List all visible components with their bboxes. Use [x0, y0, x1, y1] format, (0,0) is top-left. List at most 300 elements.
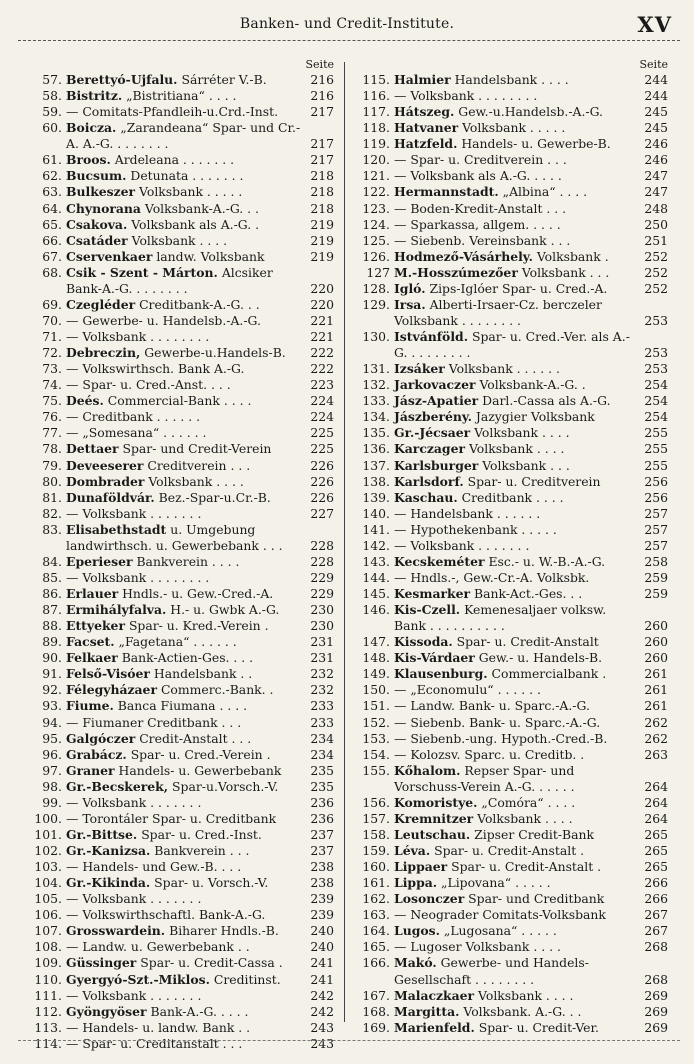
entry-place: Hermannstadt. — [394, 184, 499, 200]
entry-page: 222 — [310, 345, 334, 361]
entry-number: 134. — [362, 409, 390, 425]
entry-number: 150. — [362, 682, 390, 698]
entry-place: Facset. — [66, 634, 115, 650]
entry-place: Berettyó-Ujfalu. — [66, 72, 178, 87]
index-entry — [354, 233, 668, 249]
entry-page: 245 — [644, 120, 668, 136]
entry-number: 61. — [42, 152, 62, 168]
entry-text — [66, 345, 304, 361]
entry-page: 266 — [644, 891, 668, 907]
entry-page: 248 — [644, 200, 668, 216]
entry-number: 93. — [42, 698, 62, 714]
entry-number: 84. — [42, 553, 62, 569]
entry-number: 74. — [42, 377, 62, 393]
entry-number: 77. — [42, 425, 62, 441]
entry-description: Spar- und Creditbank — [468, 891, 605, 907]
entry-number: 99. — [42, 794, 62, 810]
entry-description: Spar- u. Vorsch.-V. — [154, 875, 269, 891]
entry-page: 217 — [310, 152, 334, 168]
index-entry — [354, 650, 668, 666]
entry-number: 111. — [34, 987, 62, 1003]
entry-text — [394, 859, 638, 875]
index-entry — [354, 377, 668, 393]
entry-text — [66, 458, 304, 474]
index-entry — [30, 827, 334, 843]
entry-number: 69. — [42, 296, 62, 312]
entry-text — [394, 1020, 638, 1036]
entry-text — [66, 811, 304, 827]
entry-place: Kaschau. — [394, 489, 458, 505]
entry-page: 250 — [644, 216, 668, 232]
entry-text — [66, 602, 304, 618]
entry-place: Kis-Czell. — [394, 602, 461, 618]
index-entry — [30, 120, 334, 152]
entry-place: Deés. — [66, 393, 104, 409]
entry-text — [66, 441, 304, 457]
entry-text — [66, 795, 304, 811]
entry-page: 257 — [644, 521, 668, 537]
entry-place: Hodmező-Vásárhely. — [394, 248, 533, 264]
entry-text — [394, 136, 638, 152]
entry-text — [66, 618, 304, 634]
entry-description: — Gewerbe- u. Handelsb.-A.-G. — [66, 312, 261, 328]
entry-description: Esc.- u. W.-B.-A.-G. — [488, 553, 606, 569]
entry-page: 239 — [310, 891, 334, 907]
page-header — [0, 0, 694, 42]
entry-description: — Hypothekenbank . . . . . — [394, 521, 557, 537]
index-entry — [354, 586, 668, 602]
entry-description: Detunata . . . . . . . — [130, 168, 244, 184]
entry-description: Bez.-Spar-u.Cr.-B. — [158, 489, 271, 505]
entry-text — [394, 939, 638, 955]
entry-text — [66, 972, 304, 988]
entry-page: 256 — [644, 489, 668, 505]
entry-place: Izsáker — [394, 361, 445, 377]
entry-text — [394, 715, 638, 731]
index-entry — [354, 955, 668, 987]
entry-text — [394, 795, 638, 811]
entry-text — [66, 377, 304, 393]
index-entry — [30, 458, 334, 474]
index-entry — [30, 586, 334, 602]
index-entry — [30, 1004, 334, 1020]
entry-text — [394, 393, 638, 409]
entry-description: Volksbank . . . . — [478, 987, 574, 1003]
entry-text — [66, 779, 304, 795]
entry-text — [394, 233, 638, 249]
entry-page: 245 — [644, 104, 668, 120]
entry-place: Félegyházaer — [66, 682, 157, 698]
entry-description: Alcsiker Bank-A.-G. . . . . . . . — [66, 264, 273, 296]
entry-description: — „Economulu“ . . . . . . — [394, 682, 541, 698]
entry-page: 269 — [644, 987, 668, 1003]
index-entry — [354, 827, 668, 843]
entry-description: „Lugosana“ . . . . . — [443, 923, 557, 939]
entry-page: 228 — [310, 553, 334, 569]
entry-description: — Torontáler Spar- u. Creditbank — [66, 810, 277, 826]
entry-page: 264 — [644, 810, 668, 826]
entry-number: 107. — [34, 923, 62, 939]
index-entry — [30, 715, 334, 731]
entry-page: 229 — [310, 569, 334, 585]
entry-text — [66, 907, 304, 923]
entry-number: 112. — [34, 1003, 62, 1019]
entry-number: 164. — [362, 923, 390, 939]
entry-page: 237 — [310, 826, 334, 842]
entry-page: 218 — [310, 184, 334, 200]
entry-page: 224 — [310, 393, 334, 409]
entry-number: 114. — [34, 1035, 62, 1051]
index-entry — [354, 795, 668, 811]
entry-page: 269 — [644, 1019, 668, 1035]
entry-place: Lippaer — [394, 859, 448, 875]
entry-description: Ardeleana . . . . . . . — [114, 152, 235, 168]
entry-page: 252 — [644, 280, 668, 296]
index-entry — [354, 474, 668, 490]
index-entry — [354, 988, 668, 1004]
entry-place: Lippa. — [394, 875, 438, 891]
entry-page: 251 — [644, 232, 668, 248]
entry-number: 57. — [42, 72, 62, 87]
entry-number: 167. — [362, 987, 390, 1003]
entry-number: 131. — [362, 361, 390, 377]
entry-page: 217 — [310, 136, 334, 152]
entry-text — [66, 923, 304, 939]
entry-place: Ettyeker — [66, 618, 125, 634]
entry-text — [394, 425, 638, 441]
entry-description: — Comitats-Pfandleih-u.Crd.-Inst. — [66, 104, 279, 120]
entry-text — [394, 1004, 638, 1020]
entry-text — [66, 570, 304, 586]
entry-number: 159. — [362, 843, 390, 858]
entry-description: Volksbank . . . . — [148, 473, 244, 489]
entry-number: 106. — [34, 907, 62, 923]
entry-page: 234 — [310, 746, 334, 762]
entry-page: 241 — [310, 955, 334, 971]
entry-page: 264 — [644, 794, 668, 810]
entry-place: Bucsum. — [66, 168, 127, 184]
entry-number: 132. — [362, 377, 390, 393]
entry-description: — Neograder Comitats-Volksbank — [394, 907, 606, 923]
entry-description: H.- u. Gwbk A.-G. — [170, 602, 280, 618]
entry-number: 67. — [42, 248, 62, 264]
column-divider — [344, 62, 345, 1022]
entry-page: 268 — [644, 939, 668, 955]
index-entry — [30, 474, 334, 490]
entry-number: 116. — [362, 88, 390, 104]
entry-number: 133. — [362, 393, 390, 409]
entry-text — [66, 843, 304, 859]
entry-description: Volksbank . . . . — [131, 232, 228, 248]
entry-text — [66, 939, 304, 955]
entry-page: 253 — [644, 361, 668, 377]
entry-number: 135. — [362, 425, 390, 441]
entry-text — [394, 586, 638, 602]
index-entry — [354, 1004, 668, 1020]
index-entry — [354, 891, 668, 907]
entry-description: — Handelsbank . . . . . . — [394, 505, 541, 521]
entry-description: Spar- und Credit-Verein — [122, 441, 272, 457]
entry-number: 62. — [42, 168, 62, 184]
entry-text — [66, 715, 304, 731]
entry-text — [394, 891, 638, 907]
index-entry — [354, 152, 668, 168]
index-entry — [354, 265, 668, 281]
entry-page: 231 — [310, 650, 334, 666]
index-entry — [354, 506, 668, 522]
entry-description: Volksbank als A.-G. . — [131, 216, 260, 232]
entry-place: Léva. — [394, 843, 431, 858]
entry-place: Kis-Várdaer — [394, 650, 475, 666]
entry-text — [394, 152, 638, 168]
entry-number: 119. — [362, 136, 390, 152]
index-entry — [354, 859, 668, 875]
index-entry — [30, 682, 334, 698]
index-entry — [30, 972, 334, 988]
entry-description: Bank-A.-G. . . . . — [150, 1003, 249, 1019]
entry-place: Güssinger — [66, 955, 137, 971]
entry-page: 246 — [644, 136, 668, 152]
index-entry — [354, 297, 668, 329]
entry-place: Broos. — [66, 152, 111, 168]
entry-place: Igló. — [394, 280, 426, 296]
entry-page: 224 — [310, 409, 334, 425]
entry-place: Dombrader — [66, 473, 145, 489]
page-title: Banken- und Credit-Institute. — [239, 16, 455, 32]
entry-page: 234 — [310, 730, 334, 746]
entry-number: 80. — [42, 473, 62, 489]
index-entry — [30, 779, 334, 795]
entry-number: 58. — [42, 88, 62, 104]
entry-description: Volksbank . . . . . — [462, 120, 566, 136]
entry-text — [394, 682, 638, 698]
entry-page: 237 — [310, 843, 334, 858]
entry-number: 92. — [42, 682, 62, 698]
entry-text — [66, 233, 304, 249]
entry-place: Gr.-Kanizsa. — [66, 843, 151, 858]
entry-description: Spar- u. Credit-Anstalt . — [434, 843, 585, 858]
entry-page: 226 — [310, 457, 334, 473]
entry-number: 63. — [42, 184, 62, 200]
entry-description: — Spar- u. Creditverein . . . — [394, 152, 567, 168]
entry-page: 233 — [310, 714, 334, 730]
entry-text — [66, 265, 304, 297]
index-entry — [30, 72, 334, 88]
entry-description: Jazygier Volksbank — [475, 409, 595, 425]
index-entry — [30, 233, 334, 249]
entry-text — [394, 377, 638, 393]
entry-page: 226 — [310, 489, 334, 505]
entry-number: 149. — [362, 666, 390, 682]
entry-place: Leutschau. — [394, 826, 471, 842]
entry-description: Kemenesaljaer volksw. Bank . . . . . . . . . . — [394, 602, 607, 634]
entry-number: 122. — [362, 184, 390, 200]
entry-text — [394, 88, 638, 104]
entry-page: 236 — [310, 794, 334, 810]
left-column — [30, 58, 334, 1052]
index-entry — [354, 939, 668, 955]
index-entry — [354, 715, 668, 731]
entry-text — [394, 409, 638, 425]
entry-number: 156. — [362, 794, 390, 810]
index-entry — [30, 377, 334, 393]
entry-description: — Volksbank . . . . . . . — [394, 537, 530, 553]
entry-place: Debreczin, — [66, 345, 141, 361]
index-entry — [354, 570, 668, 586]
entry-text — [66, 1020, 304, 1036]
entry-text — [394, 827, 638, 843]
index-entry — [354, 409, 668, 425]
entry-place: Marienfeld. — [394, 1019, 475, 1035]
entry-text — [394, 441, 638, 457]
entry-page: 247 — [644, 168, 668, 184]
entry-page: 220 — [310, 296, 334, 312]
entry-place: Komoristye. — [394, 794, 478, 810]
entry-description: Spar- u. Credit-Anstalt . — [451, 859, 602, 875]
index-entry — [30, 891, 334, 907]
index-entry — [30, 939, 334, 955]
entry-text — [394, 747, 638, 763]
entry-place: Gr.-Kikinda. — [66, 875, 151, 891]
entry-description: — Volksbank . . . . . . . — [66, 794, 202, 810]
entry-description: „Comóra“ . . . . — [481, 794, 576, 810]
entry-description: Handelsbank . . — [153, 666, 253, 682]
entry-description: Creditverein . . . — [147, 457, 251, 473]
index-entry — [30, 634, 334, 650]
index-entry — [30, 795, 334, 811]
page-number: XV — [637, 12, 672, 37]
entry-place: Hatvaner — [394, 120, 459, 136]
index-entry — [30, 249, 334, 265]
entry-place: Elisabethstadt — [66, 521, 167, 537]
entry-place: Losonczer — [394, 891, 465, 907]
entry-number: 85. — [42, 569, 62, 585]
entry-text — [394, 554, 638, 570]
entry-description: Commercial-Bank . . . . — [107, 393, 252, 409]
entry-place: Kremnitzer — [394, 810, 474, 826]
entry-description: — Lugoser Volksbank . . . . — [394, 939, 561, 955]
entry-description: Spar- u. Credit-Cassa . — [140, 955, 283, 971]
entry-text — [394, 602, 638, 634]
entry-number: 140. — [362, 505, 390, 521]
entry-place: Grosswardein. — [66, 923, 166, 939]
entry-description: — Siebenb.-ung. Hypoth.-Cred.-B. — [394, 730, 608, 746]
index-entry — [354, 201, 668, 217]
entry-text — [394, 522, 638, 538]
entry-text — [66, 490, 304, 506]
index-entry — [30, 490, 334, 506]
entry-page: 216 — [310, 72, 334, 87]
entry-number: 113. — [34, 1019, 62, 1035]
index-entry — [354, 923, 668, 939]
entry-number: 75. — [42, 393, 62, 409]
entry-text — [66, 184, 304, 200]
entry-page: 221 — [310, 329, 334, 344]
entry-page: 264 — [644, 778, 668, 794]
index-entry — [30, 955, 334, 971]
entry-number: 72. — [42, 345, 62, 361]
entry-description: — Landw. Bank- u. Sparc.-A.-G. — [394, 698, 590, 714]
entry-text — [66, 827, 304, 843]
entry-page: 253 — [644, 312, 668, 328]
entry-description: Zipser Credit-Bank — [474, 826, 595, 842]
entry-place: Fiume. — [66, 698, 114, 714]
entry-description: „Bistritiana“ . . . . — [126, 88, 237, 104]
entry-page: 236 — [310, 810, 334, 826]
index-entry — [354, 217, 668, 233]
entry-place: Hatzfeld. — [394, 136, 458, 152]
entry-description: — „Somesana“ . . . . . . — [66, 425, 207, 441]
entry-number: 144. — [362, 569, 390, 585]
entry-description: Gewerbe- und Handels-Gesellschaft . . . . . . . . — [394, 955, 589, 987]
index-entry — [30, 152, 334, 168]
entry-place: Hátszeg. — [394, 104, 455, 120]
entry-page: 267 — [644, 907, 668, 923]
entry-place: Istvánföld. — [394, 329, 469, 344]
entry-place: Kecskeméter — [394, 553, 485, 569]
entry-description: — Volksbank . . . . . . . . — [394, 88, 538, 104]
entry-text — [66, 522, 304, 554]
entry-description: Volksbank . — [536, 248, 609, 264]
entry-description: Spar- u. Cred.-Verein . — [130, 746, 271, 762]
entry-text — [66, 474, 304, 490]
entry-number: 97. — [42, 762, 62, 778]
entry-description: Gew.- u. Handels-B. — [478, 650, 603, 666]
entry-text — [66, 554, 304, 570]
entry-place: Karlsdorf. — [394, 473, 464, 489]
index-entry — [354, 666, 668, 682]
entry-text — [66, 650, 304, 666]
entry-description: Spar- u. Cred.-Ver. als A.-G. . . . . . . . . — [394, 329, 630, 361]
index-entry — [354, 763, 668, 795]
entry-text — [394, 168, 638, 184]
entry-place: Eperieser — [66, 553, 133, 569]
entry-place: Kőhalom. — [394, 762, 461, 778]
entry-page: 231 — [310, 634, 334, 650]
entry-text — [394, 458, 638, 474]
index-entry — [354, 329, 668, 361]
entry-place: Malaczkaer — [394, 987, 475, 1003]
entry-text — [66, 1004, 304, 1020]
entry-description: Handels- u. Gewerbebank — [118, 762, 282, 778]
index-entry — [30, 265, 334, 297]
entry-text — [66, 682, 304, 698]
entry-description: — Volkswirthsch. Bank A.-G. — [66, 361, 245, 377]
entry-text — [66, 72, 304, 88]
entry-page: 228 — [310, 537, 334, 553]
entry-text — [66, 891, 304, 907]
entry-page: 262 — [644, 714, 668, 730]
entry-description: — Siebenb. Bank- u. Sparc.-A.-G. — [394, 714, 601, 730]
entry-number: 143. — [362, 553, 390, 569]
left-entry-list — [30, 72, 334, 1052]
entry-number: 88. — [42, 618, 62, 634]
index-entry — [30, 345, 334, 361]
entry-number: 145. — [362, 586, 390, 601]
entry-page: 265 — [644, 843, 668, 858]
entry-text — [66, 731, 304, 747]
entry-place: Margitta. — [394, 1003, 460, 1019]
index-entry — [354, 72, 668, 88]
entry-text — [66, 393, 304, 409]
entry-page: 220 — [310, 280, 334, 296]
entry-text — [66, 217, 304, 233]
entry-number: 163. — [362, 907, 390, 923]
index-entry — [30, 393, 334, 409]
entry-page: 218 — [310, 168, 334, 184]
entry-text — [66, 409, 304, 425]
entry-number: 168. — [362, 1003, 390, 1019]
